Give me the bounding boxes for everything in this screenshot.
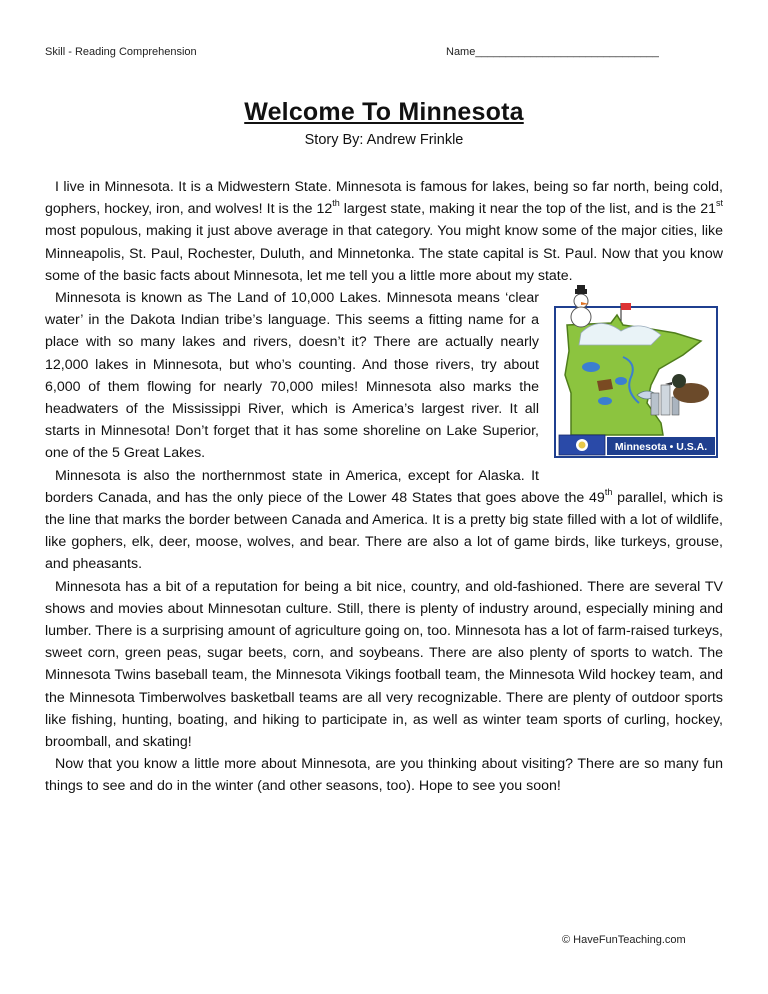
map-caption: Minnesota • U.S.A. — [614, 441, 708, 454]
page-title: Welcome To Minnesota — [244, 98, 524, 126]
story-body — [45, 176, 723, 798]
name-field: Name______________________________ — [446, 46, 659, 58]
skill-label: Skill - Reading Comprehension — [45, 46, 197, 58]
copyright-footer: © HaveFunTeaching.com — [562, 934, 686, 946]
byline: Story By: Andrew Frinkle — [304, 132, 464, 148]
paragraph-3: Minnesota is also the northernmost state in America, except for Alaska. It borders Canada, and has the only piece of the Lower 48 States that goes above the 49th parallel, which is the line that marks the border between Canada and America. It is a pretty big state filled with a lot of wildlife, like gophers, elk, deer, moose, wolves, and bear. There are also a lot of game birds, like turkeys, grouse, and pheasants. — [45, 467, 723, 573]
flag-icon — [559, 435, 605, 455]
paragraph-2: Minnesota is known as The Land of 10,000 Lakes. Minnesota means ‘clear water’ in the Dakota Indian tribe’s language. This seems a fitting name for a place with so many lakes and rivers, doesn’t it? There are actually nearly 12,000 lakes in Minnesota, but who’s counting. And those rivers, try about 6,000 of them flowing for nearly 70,000 miles! Minnesota also marks the headwaters of the Mississippi River, which is America’s largest river. It all starts in Minnesota! Don’t forget that it has some shoreline on Lake Superior, one of the 5 Great Lakes. — [45, 290, 539, 462]
paragraph-1: I live in Minnesota. It is a Midwestern State. Minnesota is famous for lakes, being so far north, being cold, gophers, hockey, iron, and wolves! It is the 12th largest state, making it near the top of the list, and is the 21st most populous, making it just above average in that category. You might know some of the major cities, like Minneapolis, St. Paul, Rochester, Duluth, and Minnetonka. The state capital is St. Paul. Now that you know some of the basic facts about Minnesota, let me tell you a little more about my state. — [45, 179, 723, 284]
paragraph-5: Now that you know a little more about Minnesota, are you thinking about visiting? There are so many fun things to see and do in the winter (and other seasons, too). Hope to see you soon! — [45, 756, 723, 795]
minnesota-map-illustration — [551, 285, 723, 465]
paragraph-4: Minnesota has a bit of a reputation for being a bit nice, country, and old-fashioned. There are several TV shows and movies about Minnesotan culture. Still, there is plenty of industry around, especially mining and lumber. There is a surprising amount of agriculture going on, too. Minnesota has a lot of farm-raised turkeys, sweet corn, green peas, sugar beets, corn, and soybeans. There are also plenty of sports to watch. The Minnesota Twins baseball team, the Minnesota Vikings football team, the Minnesota Wild hockey team, and the Minnesota Timberwolves basketball teams are all very recognizable. There are plenty of outdoor sports like fishing, hunting, boating, and hiking to participate in, as well as winter team sports of curling, hockey, broomball, and skating! — [45, 578, 723, 751]
